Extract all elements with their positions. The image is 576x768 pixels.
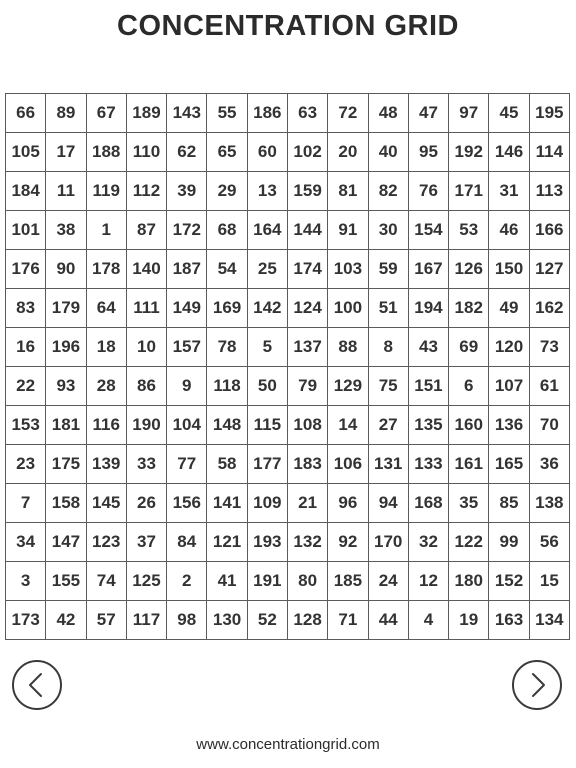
grid-cell[interactable]: 6 (449, 367, 489, 406)
grid-cell[interactable]: 56 (529, 523, 569, 562)
grid-cell[interactable]: 19 (449, 601, 489, 640)
grid-cell[interactable]: 3 (6, 562, 46, 601)
grid-cell[interactable]: 58 (207, 445, 247, 484)
grid-cell[interactable]: 61 (529, 367, 569, 406)
grid-cell[interactable]: 174 (287, 250, 327, 289)
page-title: CONCENTRATION GRID (117, 10, 459, 42)
chevron-right-icon (514, 662, 560, 708)
grid-cell[interactable]: 116 (86, 406, 126, 445)
grid-cell[interactable]: 94 (368, 484, 408, 523)
grid-cell[interactable]: 66 (6, 94, 46, 133)
grid-cell[interactable]: 41 (207, 562, 247, 601)
grid-cell[interactable]: 52 (247, 601, 287, 640)
grid-cell[interactable]: 136 (489, 406, 529, 445)
grid-cell[interactable]: 88 (328, 328, 368, 367)
grid-cell[interactable]: 173 (6, 601, 46, 640)
grid-cell[interactable]: 27 (368, 406, 408, 445)
grid-cell[interactable]: 161 (449, 445, 489, 484)
grid-cell[interactable]: 73 (529, 328, 569, 367)
grid-cell[interactable]: 96 (328, 484, 368, 523)
grid-cell[interactable]: 86 (126, 367, 166, 406)
grid-cell[interactable]: 190 (126, 406, 166, 445)
grid-row (6, 445, 570, 484)
grid-row (6, 484, 570, 523)
grid-cell[interactable]: 160 (449, 406, 489, 445)
grid-cell[interactable]: 48 (368, 94, 408, 133)
grid-cell[interactable]: 60 (247, 133, 287, 172)
grid-cell[interactable]: 67 (86, 94, 126, 133)
grid-cell[interactable]: 164 (247, 211, 287, 250)
grid-cell[interactable]: 134 (529, 601, 569, 640)
grid-cell[interactable]: 180 (449, 562, 489, 601)
grid-cell[interactable]: 130 (207, 601, 247, 640)
grid-cell[interactable]: 187 (167, 250, 207, 289)
next-button[interactable] (512, 660, 562, 710)
grid-row (6, 211, 570, 250)
grid-cell[interactable]: 12 (408, 562, 448, 601)
grid-cell[interactable]: 137 (287, 328, 327, 367)
grid-cell[interactable]: 29 (207, 172, 247, 211)
grid-cell[interactable]: 108 (287, 406, 327, 445)
grid-cell[interactable]: 49 (489, 289, 529, 328)
grid-cell[interactable]: 193 (247, 523, 287, 562)
grid-row (6, 562, 570, 601)
grid-cell[interactable]: 98 (167, 601, 207, 640)
grid-cell[interactable]: 105 (6, 133, 46, 172)
grid-cell[interactable]: 24 (368, 562, 408, 601)
grid-cell[interactable]: 81 (328, 172, 368, 211)
grid-cell[interactable]: 146 (489, 133, 529, 172)
grid-cell[interactable]: 51 (368, 289, 408, 328)
grid-cell[interactable]: 132 (287, 523, 327, 562)
grid-cell[interactable]: 46 (489, 211, 529, 250)
number-grid (5, 93, 570, 640)
grid-cell[interactable]: 133 (408, 445, 448, 484)
grid-cell[interactable]: 16 (6, 328, 46, 367)
grid-cell[interactable]: 2 (167, 562, 207, 601)
grid-cell[interactable]: 106 (328, 445, 368, 484)
grid-cell[interactable]: 158 (46, 484, 86, 523)
grid-cell[interactable]: 178 (86, 250, 126, 289)
grid-cell[interactable]: 112 (126, 172, 166, 211)
grid-cell[interactable]: 17 (46, 133, 86, 172)
grid-cell[interactable]: 157 (167, 328, 207, 367)
grid-cell[interactable]: 25 (247, 250, 287, 289)
grid-cell[interactable]: 172 (167, 211, 207, 250)
grid-cell[interactable]: 196 (46, 328, 86, 367)
grid-cell[interactable]: 78 (207, 328, 247, 367)
grid-cell[interactable]: 135 (408, 406, 448, 445)
grid-cell[interactable]: 68 (207, 211, 247, 250)
grid-row (6, 133, 570, 172)
grid-cell[interactable]: 122 (449, 523, 489, 562)
grid-cell[interactable]: 59 (368, 250, 408, 289)
grid-cell[interactable]: 109 (247, 484, 287, 523)
grid-cell[interactable]: 89 (46, 94, 86, 133)
grid-cell[interactable]: 8 (368, 328, 408, 367)
grid-cell[interactable]: 35 (449, 484, 489, 523)
grid-cell[interactable]: 104 (167, 406, 207, 445)
grid-cell[interactable]: 54 (207, 250, 247, 289)
grid-cell[interactable]: 144 (287, 211, 327, 250)
grid-cell[interactable]: 39 (167, 172, 207, 211)
grid-cell[interactable]: 90 (46, 250, 86, 289)
grid-cell[interactable]: 40 (368, 133, 408, 172)
grid-cell[interactable]: 30 (368, 211, 408, 250)
grid-cell[interactable]: 119 (86, 172, 126, 211)
grid-cell[interactable]: 139 (86, 445, 126, 484)
grid-cell[interactable]: 72 (328, 94, 368, 133)
grid-cell[interactable]: 141 (207, 484, 247, 523)
grid-body (6, 94, 570, 640)
grid-cell[interactable]: 18 (86, 328, 126, 367)
grid-cell[interactable]: 148 (207, 406, 247, 445)
grid-cell[interactable]: 99 (489, 523, 529, 562)
grid-cell[interactable]: 71 (328, 601, 368, 640)
grid-cell[interactable]: 118 (207, 367, 247, 406)
grid-cell[interactable]: 145 (86, 484, 126, 523)
grid-cell[interactable]: 183 (287, 445, 327, 484)
grid-cell[interactable]: 127 (529, 250, 569, 289)
grid-cell[interactable]: 126 (449, 250, 489, 289)
grid-cell[interactable]: 156 (167, 484, 207, 523)
grid-cell[interactable]: 121 (207, 523, 247, 562)
grid-cell[interactable]: 195 (529, 94, 569, 133)
grid-cell[interactable]: 64 (86, 289, 126, 328)
grid-cell[interactable]: 10 (126, 328, 166, 367)
grid-row (6, 289, 570, 328)
grid-cell[interactable]: 153 (6, 406, 46, 445)
grid-cell[interactable]: 42 (46, 601, 86, 640)
grid-cell[interactable]: 84 (167, 523, 207, 562)
grid-cell[interactable]: 65 (207, 133, 247, 172)
grid-cell[interactable]: 9 (167, 367, 207, 406)
grid-cell[interactable]: 77 (167, 445, 207, 484)
grid-row (6, 406, 570, 445)
grid-cell[interactable]: 95 (408, 133, 448, 172)
grid-cell[interactable]: 123 (86, 523, 126, 562)
grid-row (6, 367, 570, 406)
grid-cell[interactable]: 151 (408, 367, 448, 406)
grid-cell[interactable]: 150 (489, 250, 529, 289)
grid-cell[interactable]: 138 (529, 484, 569, 523)
grid-cell[interactable]: 194 (408, 289, 448, 328)
grid-cell[interactable]: 191 (247, 562, 287, 601)
grid-cell[interactable]: 55 (207, 94, 247, 133)
website-url: www.concentrationgrid.com (196, 736, 380, 753)
grid-cell[interactable]: 14 (328, 406, 368, 445)
grid-cell[interactable]: 21 (287, 484, 327, 523)
grid-cell[interactable]: 97 (449, 94, 489, 133)
grid-cell[interactable]: 70 (529, 406, 569, 445)
grid-row (6, 523, 570, 562)
grid-cell[interactable]: 26 (126, 484, 166, 523)
grid-cell[interactable]: 177 (247, 445, 287, 484)
grid-cell[interactable]: 32 (408, 523, 448, 562)
chevron-left-icon (14, 662, 60, 708)
grid-cell[interactable]: 107 (489, 367, 529, 406)
grid-row (6, 250, 570, 289)
grid-cell[interactable]: 181 (46, 406, 86, 445)
grid-cell[interactable]: 36 (529, 445, 569, 484)
grid-cell[interactable]: 1 (86, 211, 126, 250)
grid-cell[interactable]: 7 (6, 484, 46, 523)
grid-cell[interactable]: 159 (287, 172, 327, 211)
grid-cell[interactable]: 114 (529, 133, 569, 172)
grid-cell[interactable]: 33 (126, 445, 166, 484)
grid-row (6, 601, 570, 640)
grid-cell[interactable]: 170 (368, 523, 408, 562)
grid-cell[interactable]: 140 (126, 250, 166, 289)
grid-cell[interactable]: 37 (126, 523, 166, 562)
grid-cell[interactable]: 103 (328, 250, 368, 289)
grid-row (6, 328, 570, 367)
grid-cell[interactable]: 13 (247, 172, 287, 211)
grid-cell[interactable]: 74 (86, 562, 126, 601)
grid-cell[interactable]: 75 (368, 367, 408, 406)
grid-cell[interactable]: 69 (449, 328, 489, 367)
grid-cell[interactable]: 186 (247, 94, 287, 133)
grid-cell[interactable]: 87 (126, 211, 166, 250)
grid-cell[interactable]: 149 (167, 289, 207, 328)
grid-cell[interactable]: 163 (489, 601, 529, 640)
grid-cell[interactable]: 184 (6, 172, 46, 211)
grid-cell[interactable]: 117 (126, 601, 166, 640)
grid-cell[interactable]: 120 (489, 328, 529, 367)
grid-cell[interactable]: 179 (46, 289, 86, 328)
grid-cell[interactable]: 125 (126, 562, 166, 601)
grid-cell[interactable]: 20 (328, 133, 368, 172)
grid-cell[interactable]: 31 (489, 172, 529, 211)
grid-cell[interactable]: 189 (126, 94, 166, 133)
grid-cell[interactable]: 62 (167, 133, 207, 172)
grid-cell[interactable]: 167 (408, 250, 448, 289)
grid-cell[interactable]: 82 (368, 172, 408, 211)
grid-cell[interactable]: 101 (6, 211, 46, 250)
grid-cell[interactable]: 93 (46, 367, 86, 406)
grid-cell[interactable]: 115 (247, 406, 287, 445)
grid-cell[interactable]: 63 (287, 94, 327, 133)
grid-cell[interactable]: 182 (449, 289, 489, 328)
grid-cell[interactable]: 28 (86, 367, 126, 406)
grid-cell[interactable]: 142 (247, 289, 287, 328)
grid-cell[interactable]: 100 (328, 289, 368, 328)
grid-cell[interactable]: 192 (449, 133, 489, 172)
grid-cell[interactable]: 165 (489, 445, 529, 484)
grid-cell[interactable]: 110 (126, 133, 166, 172)
grid-cell[interactable]: 4 (408, 601, 448, 640)
grid-cell[interactable]: 113 (529, 172, 569, 211)
grid-cell[interactable]: 83 (6, 289, 46, 328)
grid-row (6, 94, 570, 133)
grid-cell[interactable]: 155 (46, 562, 86, 601)
grid-cell[interactable]: 169 (207, 289, 247, 328)
grid-cell[interactable]: 152 (489, 562, 529, 601)
grid-cell[interactable]: 5 (247, 328, 287, 367)
grid-cell[interactable]: 129 (328, 367, 368, 406)
grid-cell[interactable]: 92 (328, 523, 368, 562)
grid-cell[interactable]: 154 (408, 211, 448, 250)
grid-cell[interactable]: 162 (529, 289, 569, 328)
grid-cell[interactable]: 38 (46, 211, 86, 250)
grid-cell[interactable]: 80 (287, 562, 327, 601)
grid-row (6, 172, 570, 211)
grid-cell[interactable]: 168 (408, 484, 448, 523)
grid-cell[interactable]: 34 (6, 523, 46, 562)
previous-button[interactable] (12, 660, 62, 710)
grid-cell[interactable]: 91 (328, 211, 368, 250)
grid-cell[interactable]: 44 (368, 601, 408, 640)
grid-cell[interactable]: 143 (167, 94, 207, 133)
grid-cell[interactable]: 43 (408, 328, 448, 367)
grid-cell[interactable]: 147 (46, 523, 86, 562)
grid-cell[interactable]: 79 (287, 367, 327, 406)
grid-cell[interactable]: 131 (368, 445, 408, 484)
grid-cell[interactable]: 175 (46, 445, 86, 484)
grid-cell[interactable]: 23 (6, 445, 46, 484)
grid-cell[interactable]: 128 (287, 601, 327, 640)
grid-cell[interactable]: 102 (287, 133, 327, 172)
grid-cell[interactable]: 11 (46, 172, 86, 211)
grid-cell[interactable]: 185 (328, 562, 368, 601)
grid-cell[interactable]: 50 (247, 367, 287, 406)
grid-cell[interactable]: 57 (86, 601, 126, 640)
grid-cell[interactable]: 176 (6, 250, 46, 289)
grid-cell[interactable]: 15 (529, 562, 569, 601)
grid-cell[interactable]: 166 (529, 211, 569, 250)
grid-cell[interactable]: 188 (86, 133, 126, 172)
grid-cell[interactable]: 76 (408, 172, 448, 211)
grid-cell[interactable]: 47 (408, 94, 448, 133)
grid-cell[interactable]: 111 (126, 289, 166, 328)
grid-cell[interactable]: 85 (489, 484, 529, 523)
grid-cell[interactable]: 53 (449, 211, 489, 250)
grid-cell[interactable]: 171 (449, 172, 489, 211)
grid-cell[interactable]: 45 (489, 94, 529, 133)
grid-cell[interactable]: 124 (287, 289, 327, 328)
grid-cell[interactable]: 22 (6, 367, 46, 406)
